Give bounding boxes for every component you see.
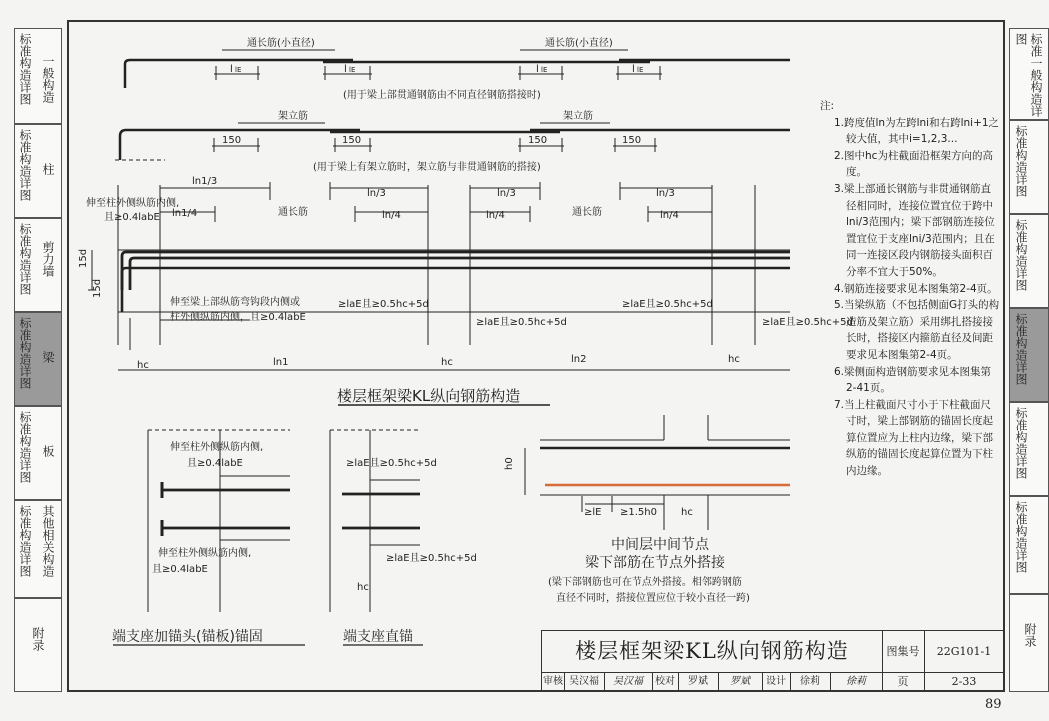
end-caption-1: 端支座加锚头(锚板)锚固 <box>112 629 263 645</box>
tab-beam-label: 梁 <box>41 351 55 363</box>
notes-heading: 注: <box>820 100 835 112</box>
d15-label-1: 15d <box>78 248 89 268</box>
tab-shear-wall-label: 剪力墙 <box>41 241 55 277</box>
tab-shear-wall-prefix: 标准构造详图 <box>18 223 32 295</box>
tab-appendix-label: 附录 <box>31 627 45 651</box>
end-note-2b: 且≥0.4labE <box>152 564 208 575</box>
le-label: ≥lE <box>584 507 602 518</box>
page-label: 页 <box>882 672 925 692</box>
anchor-le-4: ≥laE且≥0.5hc+5d <box>762 317 853 328</box>
page-number: 89 <box>985 697 1002 712</box>
ln4-label-3: ln/4 <box>660 210 679 221</box>
signature-row <box>542 672 883 692</box>
ln1-label: ln1 <box>273 357 289 368</box>
end-note-2a: 伸至柱外侧纵筋内侧, <box>158 548 252 559</box>
mid-note-1: (梁下部钢筋也可在节点外搭接。相邻跨钢筋 <box>548 577 742 588</box>
ln4-label-2: ln/4 <box>486 210 505 221</box>
top-hook-note-1: 伸至梁上部纵筋弯钩段内侧或 <box>170 297 300 308</box>
erection-bar-label-1: 架立筋 <box>278 111 308 122</box>
ln4-label-1: ln/4 <box>382 210 401 221</box>
reviewer-signature: 吴汉福 <box>604 672 653 692</box>
notes-panel <box>820 98 1000 480</box>
straight-anchor-le-1: ≥laE且≥0.5hc+5d <box>346 458 437 469</box>
note-3: 3.梁上部通长钢筋与非贯通钢筋直径相同时，连接位置宜位于跨中lni/3范围内；梁下部钢筋连接位置宜位于支座lni/3范围内；且在同一连接区段内钢筋接头面积百分率不宜大于50%。 <box>834 182 995 278</box>
right-tab-slab-label: 标准构造详图 <box>1014 407 1028 479</box>
end-note-1b: 且≥0.4labE <box>187 458 243 469</box>
tab-column-prefix: 标准构造详图 <box>18 129 32 201</box>
straight-hc-label: hc <box>357 582 369 593</box>
lle-sub-3: lE <box>541 66 548 74</box>
lap-150-1: 150 <box>222 135 242 146</box>
designer-signature: 徐莉 <box>846 676 866 687</box>
lle-sub-2: lE <box>349 66 356 74</box>
hc-label-1: hc <box>137 360 149 371</box>
lle-label-1: l <box>230 64 233 75</box>
lap-150-2: 150 <box>342 135 362 146</box>
ln3-label-3: ln/3 <box>656 188 675 199</box>
checker-signature: 罗斌 <box>718 672 763 692</box>
right-tab-appendix-label: 附录 <box>1023 623 1037 647</box>
lle-label-2: l <box>344 64 347 75</box>
mid-hc-label: hc <box>681 507 693 518</box>
ln3-label-1: ln/3 <box>367 188 386 199</box>
lap-long-note: (用于梁上部贯通钢筋由不同直径钢筋搭接时) <box>343 90 541 101</box>
review-label: 审核 <box>542 672 565 692</box>
note-5: 5.当梁纵筋（不包括侧面G打头的构造筋及架立筋）采用绑扎搭接接长时，搭接区内箍筋直径及间距要求见本图集第2-4页。 <box>834 299 1000 361</box>
straight-anchor-le-2: ≥laE且≥0.5hc+5d <box>386 553 477 564</box>
col-ext-note-1: 伸至柱外侧纵筋内侧, <box>86 198 180 209</box>
tab-other-label: 其他相关构造 <box>41 505 55 577</box>
mid-caption-1: 中间层中间节点 <box>611 537 709 553</box>
top-hook-note-2: 柱外侧纵筋内侧，且≥0.4labE <box>170 312 306 323</box>
right-tab-beam-label: 标准构造详图 <box>1014 313 1028 385</box>
h0-label: h0 <box>504 457 515 470</box>
tab-other-prefix: 标准构造详图 <box>18 505 32 577</box>
note-2: 2.图中hc为柱截面沿框架方向的高度。 <box>834 149 993 179</box>
check-label: 校对 <box>652 672 679 692</box>
reviewer-name: 吴汉福 <box>564 672 605 692</box>
right-tab-column-label: 标准构造详图 <box>1014 125 1028 197</box>
tab-general-label: 一般构造 <box>41 55 55 103</box>
title-block <box>541 630 1004 692</box>
sheet-page: 2-33 <box>951 675 977 688</box>
lap-long-bar-label-1: 通长筋(小直径) <box>247 38 315 49</box>
h15-label: ≥1.5h0 <box>620 507 657 518</box>
tab-slab-label: 板 <box>41 445 55 457</box>
hc-label-2: hc <box>441 357 453 368</box>
right-tab-wall-label: 标准构造详图 <box>1014 219 1028 291</box>
right-tab-general-label: 标准一般构造详图 <box>1014 33 1043 117</box>
ln1-4-label: ln1/4 <box>172 208 198 219</box>
note-7: 7.当上柱截面尺寸小于下柱截面尺寸时，梁上部钢筋的锚固长度起算位置应为上柱内边缘，梁下部纵筋的锚固长度起算位置为下柱内边缘。 <box>834 398 993 478</box>
continuous-bar-label-2: 通长筋 <box>572 207 602 218</box>
end-caption-2: 端支座直锚 <box>343 629 413 645</box>
note-4: 4.钢筋连接要求见本图集第2-4页。 <box>834 282 998 295</box>
ln1-3-label: ln1/3 <box>192 176 218 187</box>
erection-note: (用于梁上有架立筋时，架立筋与非贯通钢筋的搭接) <box>313 162 541 173</box>
ln3-label-2: ln/3 <box>497 188 516 199</box>
tab-general-prefix: 标准构造详图 <box>18 33 32 105</box>
drawing-title: 楼层框架梁KL纵向钢筋构造 <box>542 631 883 673</box>
checker-name: 罗斌 <box>678 672 719 692</box>
lle-label-4: l <box>632 64 635 75</box>
lap-long-bar-label-2: 通长筋(小直径) <box>545 38 613 49</box>
note-6: 6.梁侧面构造钢筋要求见本图集第2-41页。 <box>834 365 992 395</box>
anchor-le-3: ≥laE且≥0.5hc+5d <box>622 299 713 310</box>
atlas-label: 图集号 <box>882 631 925 673</box>
main-caption: 楼层框架梁KL纵向钢筋构造 <box>337 387 521 405</box>
hc-label-3: hc <box>728 354 740 365</box>
lle-label-3: l <box>536 64 539 75</box>
anchor-le-1: ≥laE且≥0.5hc+5d <box>338 299 429 310</box>
continuous-bar-label-1: 通长筋 <box>278 207 308 218</box>
right-tab-other-label: 标准构造详图 <box>1014 501 1028 573</box>
end-note-1a: 伸至柱外侧纵筋内侧, <box>170 442 264 453</box>
tab-column-label: 柱 <box>41 163 55 175</box>
d15-label-2: 15d <box>92 278 103 298</box>
mid-caption-2: 梁下部筋在节点外搭接 <box>585 555 725 571</box>
tab-beam-prefix: 标准构造详图 <box>18 317 32 389</box>
anchor-le-2: ≥laE且≥0.5hc+5d <box>476 317 567 328</box>
lle-sub-4: lE <box>637 66 644 74</box>
erection-bar-label-2: 架立筋 <box>563 111 593 122</box>
lap-150-4: 150 <box>622 135 642 146</box>
note-1: 1.跨度值ln为左跨lni和右跨lni+1之较大值，其中i=1,2,3... <box>834 116 1000 146</box>
ln2-label: ln2 <box>571 354 587 365</box>
mid-note-2: 直径不同时，搭接位置应位于较小直径一跨) <box>556 593 750 604</box>
lap-150-3: 150 <box>528 135 548 146</box>
col-ext-note-2: 且≥0.4labE <box>104 212 160 223</box>
lle-sub-1: lE <box>235 66 242 74</box>
design-label: 设计 <box>762 672 791 692</box>
atlas-number: 22G101-1 <box>924 631 1004 673</box>
designer-name: 徐莉 <box>790 672 831 692</box>
tab-slab-prefix: 标准构造详图 <box>18 411 32 483</box>
